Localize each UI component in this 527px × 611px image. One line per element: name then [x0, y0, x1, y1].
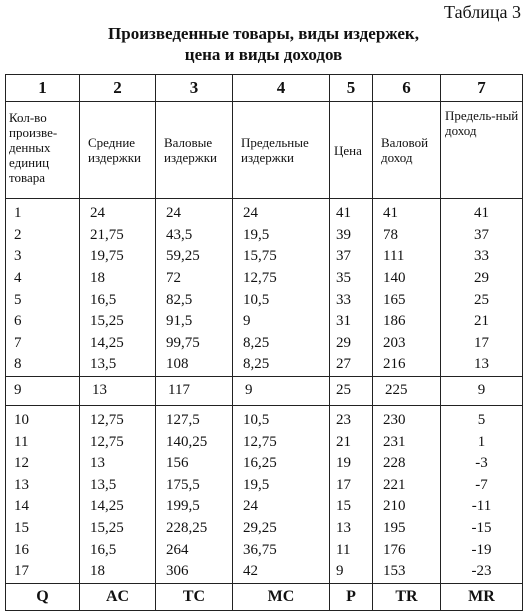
table-cell: 19,75: [80, 246, 156, 268]
table-cell: 25: [330, 376, 373, 405]
table-body-top: [6, 199, 523, 377]
table-cell: 7: [6, 333, 80, 355]
table-cell: 186: [373, 311, 441, 333]
table-cell: 216: [373, 354, 441, 376]
table-title-line-1: Произведенные товары, виды издержек,: [108, 24, 419, 43]
table-cell: 19: [330, 453, 373, 475]
table-cell: 41: [330, 199, 373, 225]
footer-symbol: AC: [80, 583, 156, 610]
table-cell: 195: [373, 518, 441, 540]
column-number: 7: [441, 75, 523, 102]
table-cell: 210: [373, 496, 441, 518]
table-cell: 9: [330, 561, 373, 583]
table-cell: -15: [441, 518, 523, 540]
table-cell: 15,25: [80, 518, 156, 540]
header-average-cost: Средние издержки: [80, 102, 156, 199]
header-marginal-revenue: Предель-ный доход: [441, 102, 523, 199]
table-cell: 11: [6, 431, 80, 453]
table-row: [6, 199, 523, 225]
table-cell: 42: [233, 561, 330, 583]
table-row: [6, 405, 523, 431]
table-cell: 13: [80, 453, 156, 475]
table-cell: 8,25: [233, 354, 330, 376]
table-row: [6, 518, 523, 540]
table-cell: 228,25: [156, 518, 233, 540]
table-cell: 175,5: [156, 475, 233, 497]
table-cell: 5: [441, 405, 523, 431]
table-row: [6, 453, 523, 475]
table-cell: 13,5: [80, 475, 156, 497]
column-header-row: [6, 102, 523, 199]
table-cell: 127,5: [156, 405, 233, 431]
table-row-highlighted: [6, 376, 523, 405]
table-row: [6, 289, 523, 311]
table-cell: 13: [6, 475, 80, 497]
table-cell: 24: [233, 496, 330, 518]
table-cell: 13: [80, 376, 156, 405]
table-cell: 16: [6, 539, 80, 561]
table-cell: 19,5: [233, 475, 330, 497]
table-cell: 24: [233, 199, 330, 225]
table-cell: 21: [330, 431, 373, 453]
table-cell: 31: [330, 311, 373, 333]
table-cell: -19: [441, 539, 523, 561]
table-cell: 9: [233, 376, 330, 405]
table-cell: 12,75: [233, 431, 330, 453]
column-number: 1: [6, 75, 80, 102]
table-cell: -7: [441, 475, 523, 497]
table-cell: 24: [80, 199, 156, 225]
header-quantity: Кол-во произве-денных единиц товара: [6, 102, 80, 199]
table-cell: 29: [441, 268, 523, 290]
table-cell: 228: [373, 453, 441, 475]
table-cell: 19,5: [233, 225, 330, 247]
table-cell: 18: [80, 268, 156, 290]
table-row: [6, 431, 523, 453]
table-cell: 9: [441, 376, 523, 405]
header-marginal-cost: Предельные издержки: [233, 102, 330, 199]
table-cell: 5: [6, 289, 80, 311]
table-cell: 23: [330, 405, 373, 431]
footer-symbol: Q: [6, 583, 80, 610]
table-cell: 140,25: [156, 431, 233, 453]
table-body-bottom: [6, 405, 523, 583]
table-cell: 14,25: [80, 333, 156, 355]
table-cell: 12: [6, 453, 80, 475]
column-number: 3: [156, 75, 233, 102]
table-cell: 18: [80, 561, 156, 583]
table-cell: 37: [330, 246, 373, 268]
table-row: [6, 246, 523, 268]
table-cell: 11: [330, 539, 373, 561]
table-cell: 29: [330, 333, 373, 355]
column-number-row: [6, 75, 523, 102]
table-cell: 14: [6, 496, 80, 518]
table-cell: 15: [6, 518, 80, 540]
column-number: 6: [373, 75, 441, 102]
table-cell: 16,5: [80, 539, 156, 561]
table-cell: 13: [330, 518, 373, 540]
table-cell: -11: [441, 496, 523, 518]
table-cell: 10: [6, 405, 80, 431]
table-cell: 35: [330, 268, 373, 290]
table-cell: 78: [373, 225, 441, 247]
table-cell: 203: [373, 333, 441, 355]
table-cell: 25: [441, 289, 523, 311]
table-cell: 8,25: [233, 333, 330, 355]
table-cell: 12,75: [80, 431, 156, 453]
table-cell: 140: [373, 268, 441, 290]
table-cell: 13,5: [80, 354, 156, 376]
table-cell: 12,75: [233, 268, 330, 290]
economics-table: [5, 74, 523, 611]
table-row: [6, 475, 523, 497]
table-cell: 9: [233, 311, 330, 333]
table-cell: 176: [373, 539, 441, 561]
table-cell: 17: [6, 561, 80, 583]
table-cell: 1: [441, 431, 523, 453]
table-cell: 33: [330, 289, 373, 311]
table-cell: 2: [6, 225, 80, 247]
table-cell: 14,25: [80, 496, 156, 518]
table-cell: 12,75: [80, 405, 156, 431]
table-cell: 306: [156, 561, 233, 583]
table-cell: 221: [373, 475, 441, 497]
table-cell: 8: [6, 354, 80, 376]
table-cell: 4: [6, 268, 80, 290]
footer-symbol: P: [330, 583, 373, 610]
table-title-line-2: цена и виды доходов: [184, 45, 343, 64]
table-cell: 16,25: [233, 453, 330, 475]
table-cell: 29,25: [233, 518, 330, 540]
column-number: 2: [80, 75, 156, 102]
table-cell: 21,75: [80, 225, 156, 247]
table-cell: 24: [156, 199, 233, 225]
table-cell: 72: [156, 268, 233, 290]
header-total-cost: Валовые издержки: [156, 102, 233, 199]
table-cell: -3: [441, 453, 523, 475]
table-cell: 36,75: [233, 539, 330, 561]
table-cell: 10,5: [233, 289, 330, 311]
header-price: Цена: [330, 102, 373, 199]
table-row: [6, 561, 523, 583]
table-cell: 199,5: [156, 496, 233, 518]
table-cell: 43,5: [156, 225, 233, 247]
table-cell: 108: [156, 354, 233, 376]
table-cell: 37: [441, 225, 523, 247]
symbol-footer-row: [6, 583, 523, 610]
footer-symbol: MC: [233, 583, 330, 610]
table-cell: 117: [156, 376, 233, 405]
table-cell: 91,5: [156, 311, 233, 333]
footer-symbol: TR: [373, 583, 441, 610]
table-row: [6, 225, 523, 247]
table-row: [6, 539, 523, 561]
table-cell: 15: [330, 496, 373, 518]
table-cell: 1: [6, 199, 80, 225]
table-cell: 15,25: [80, 311, 156, 333]
table-cell: 27: [330, 354, 373, 376]
table-cell: 59,25: [156, 246, 233, 268]
table-cell: 39: [330, 225, 373, 247]
table-cell: 225: [373, 376, 441, 405]
table-cell: -23: [441, 561, 523, 583]
table-cell: 99,75: [156, 333, 233, 355]
table-cell: 17: [441, 333, 523, 355]
column-number: 4: [233, 75, 330, 102]
table-cell: 17: [330, 475, 373, 497]
footer-symbol: MR: [441, 583, 523, 610]
table-cell: 231: [373, 431, 441, 453]
table-row: [6, 354, 523, 376]
table-cell: 16,5: [80, 289, 156, 311]
table-cell: 165: [373, 289, 441, 311]
table-row: [6, 268, 523, 290]
table-cell: 9: [6, 376, 80, 405]
table-cell: 33: [441, 246, 523, 268]
table-cell: 264: [156, 539, 233, 561]
table-cell: 111: [373, 246, 441, 268]
table-cell: 41: [441, 199, 523, 225]
table-row: [6, 311, 523, 333]
table-cell: 13: [441, 354, 523, 376]
column-number: 5: [330, 75, 373, 102]
table-cell: 6: [6, 311, 80, 333]
table-cell: 3: [6, 246, 80, 268]
header-total-revenue: Валовой доход: [373, 102, 441, 199]
table-cell: 10,5: [233, 405, 330, 431]
table-cell: 82,5: [156, 289, 233, 311]
table-row: [6, 333, 523, 355]
footer-symbol: TC: [156, 583, 233, 610]
table-cell: 156: [156, 453, 233, 475]
table-row: [6, 496, 523, 518]
table-cell: 15,75: [233, 246, 330, 268]
table-cell: 230: [373, 405, 441, 431]
table-number-label: Таблица 3: [444, 2, 521, 22]
table-cell: 21: [441, 311, 523, 333]
table-cell: 41: [373, 199, 441, 225]
table-cell: 153: [373, 561, 441, 583]
